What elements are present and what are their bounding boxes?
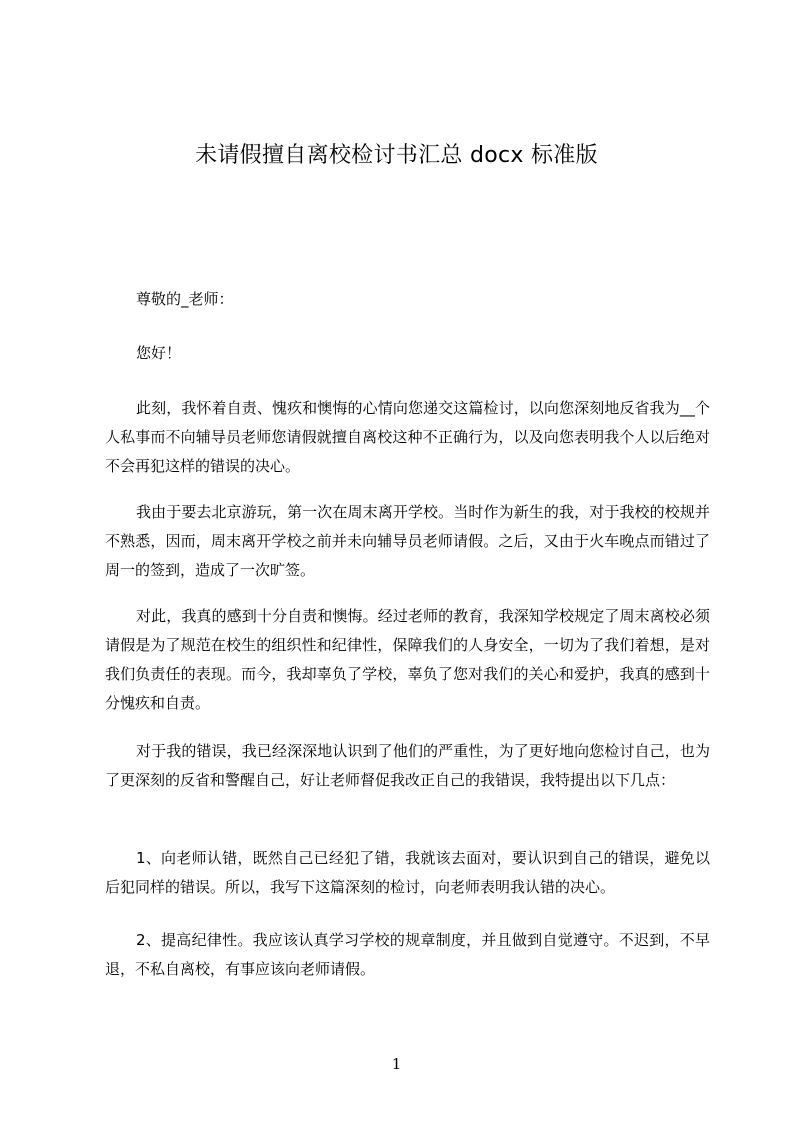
paragraph-6 xyxy=(105,926,710,984)
paragraph-text: 2、提高纪律性。我应该认真学习学校的规章制度，并且做到自觉遵守。不迟到，不早退，不私自离校，有事应该向老师请假。 xyxy=(105,931,710,978)
paragraph-text: 此刻，我怀着自责、愧疚和懊悔的心情向您递交这篇检讨，以向您深刻地反省我为__个人私事而不向辅导员老师您请假就擅自离校这种不正确行为，以及向您表明我个人以后绝对不会再犯这样的错误的决心。 xyxy=(105,399,710,475)
paragraph-1 xyxy=(105,394,710,481)
page-number: 1 xyxy=(391,1055,402,1073)
paragraph-text: 对此，我真的感到十分自责和懊悔。经过老师的教育，我深知学校规定了周末离校必须请假是为了规范在校生的组织性和纪律性，保障我们的人身安全，一切为了我们着想，是对我们负责任的表现。而今，我却辜负了学校，辜负了您对我们的关心和爱护，我真的感到十分愧疚和自责。 xyxy=(105,607,710,712)
paragraph-4 xyxy=(105,737,710,795)
greeting: 您好！ xyxy=(136,344,182,362)
salutation: 尊敬的_老师： xyxy=(136,290,234,308)
document-title: 未请假擅自离校检讨书汇总 docx 标准版 xyxy=(195,143,598,168)
paragraph-text: 1、向老师认错，既然自己已经犯了错，我就该去面对，要认识到自己的错误，避免以后犯同样的错误。所以，我写下这篇深刻的检讨，向老师表明我认错的决心。 xyxy=(105,849,710,896)
paragraph-text: 对于我的错误，我已经深深地认识到了他们的严重性，为了更好地向您检讨自己，也为了更深刻的反省和警醒自己，好让老师督促我改正自己的我错误，我特提出以下几点： xyxy=(105,742,710,789)
paragraph-3 xyxy=(105,602,710,718)
paragraph-5 xyxy=(105,844,710,902)
paragraph-text: 我由于要去北京游玩，第一次在周末离开学校。当时作为新生的我，对于我校的校规并不熟悉，因而，周末离开学校之前并未向辅导员老师请假。之后，又由于火车晚点而错过了周一的签到，造成了一次旷签。 xyxy=(105,503,710,579)
paragraph-2 xyxy=(105,498,710,585)
